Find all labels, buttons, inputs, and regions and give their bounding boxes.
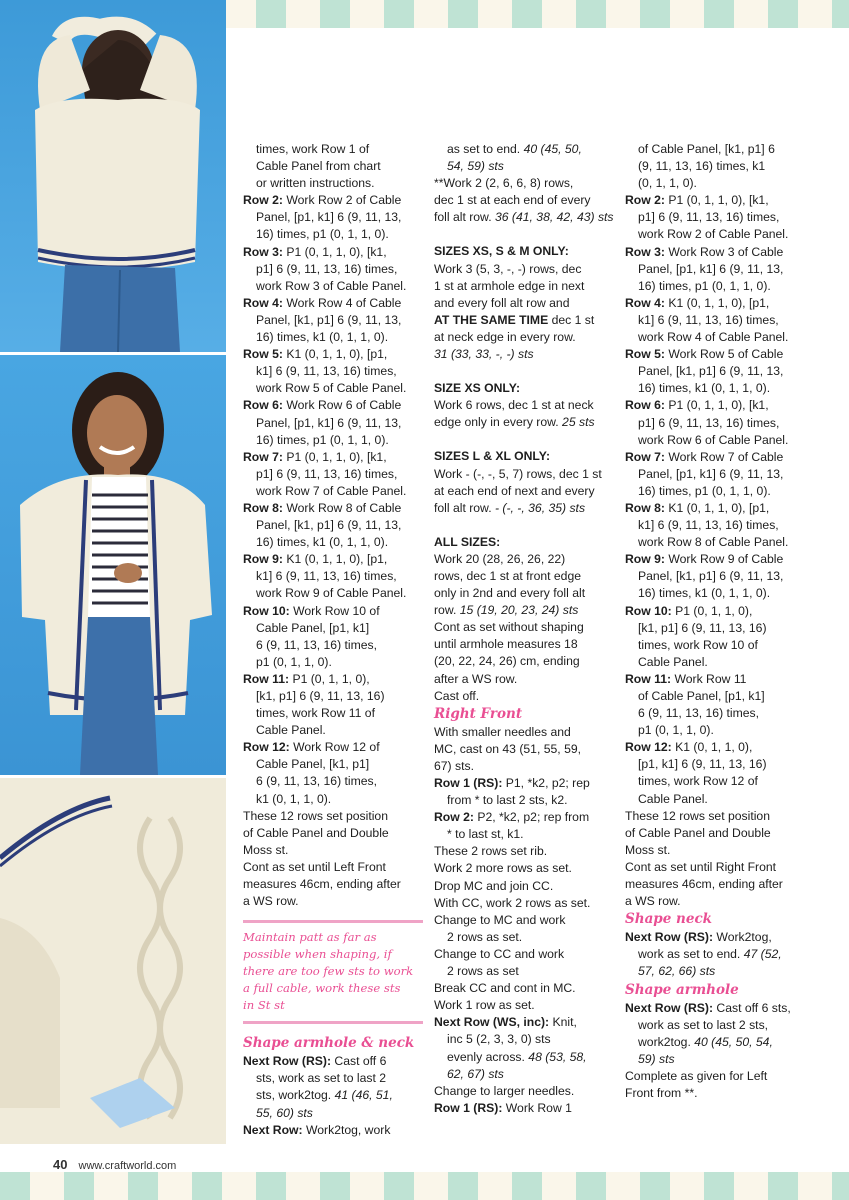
cable-detail-illustration [0,778,226,1144]
row-10: Row 10: Work Row 10 of [243,603,380,618]
text-line: foll alt row. - (-, -, 36, 35) sts [434,500,586,515]
text-line: until armhole measures 18 [434,637,578,652]
photo-back-view [0,0,226,352]
text-line: 62, 67) sts [447,1066,504,1081]
text-line: 6 (9, 11, 13, 16) times, [256,637,378,652]
row-11: Row 11: Work Row 11 [625,671,747,686]
text-line: of Cable Panel and Double [625,825,771,840]
text-line: work Row 8 of Cable Panel. [638,535,789,550]
text-line: Cable Panel. [638,791,708,806]
heading-shape-armhole-neck: Shape armhole & neck [243,1035,415,1052]
next-row-rs: Next Row (RS): Cast off 6 [243,1054,387,1069]
row-7: Row 7: Work Row 7 of Cable [625,449,784,464]
heading-sizes-l-xl: SIZES L & XL ONLY: [434,449,551,464]
row-5: Row 5: K1 (0, 1, 1, 0), [p1, [243,347,388,362]
text-line: Panel, [k1, p1] 6 (9, 11, 13, [638,569,784,584]
text-line: after a WS row. [434,671,518,686]
text-line: sts, work as set to last 2 [256,1071,387,1086]
text-line: only in 2nd and every foll alt [434,586,586,601]
text-line: p1] 6 (9, 11, 13, 16) times, [638,210,780,225]
text-line: Change to larger needles. [434,1083,575,1098]
text-line: work Row 6 of Cable Panel. [638,432,789,447]
text-line: p1] 6 (9, 11, 13, 16) times, [256,466,398,481]
text-line: rows, dec 1 st at front edge [434,568,582,583]
heading-shape-neck: Shape neck [625,911,713,928]
text-line: dec 1 st at each end of every [434,193,591,208]
row-10: Row 10: P1 (0, 1, 1, 0), [625,603,753,618]
text-line: Change to CC and work [434,946,565,961]
tip-box: Maintain patt as far as possible when shaping, if there are too few sts to work a full cable, work these sts in St st [243,920,423,1024]
text-line: 6 (9, 11, 13, 16) times, [256,774,378,789]
text-line: AT THE SAME TIME dec 1 st [434,312,595,327]
text-line: work Row 3 of Cable Panel. [256,278,407,293]
text-line: a WS row. [243,894,299,909]
text-line: Moss st. [625,842,671,857]
text-line: from * to last 2 sts, k2. [447,793,568,808]
text-line: (9, 11, 13, 16) times, k1 [638,159,766,174]
row-4: Row 4: K1 (0, 1, 1, 0), [p1, [625,295,770,310]
page-footer [53,1157,176,1172]
text-line: 59) sts [638,1051,675,1066]
text-line: Panel, [k1, p1] 6 (9, 11, 13, [256,312,402,327]
text-line: 16) times, k1 (0, 1, 1, 0). [638,381,771,396]
text-line: Work 2 more rows as set. [434,861,572,876]
text-line: Work 6 rows, dec 1 st at neck [434,398,594,413]
text-line: times, work Row 10 of [638,637,758,652]
row-8: Row 8: K1 (0, 1, 1, 0), [p1, [625,500,770,515]
model-front-illustration [0,355,226,775]
heading-all-sizes: ALL SIZES: [434,534,501,549]
text-line: foll alt row. 36 (41, 38, 42, 43) sts [434,210,614,225]
text-line: [k1, p1] 6 (9, 11, 13, 16) [638,620,767,635]
row-1-rs: Row 1 (RS): P1, *k2, p2; rep [434,776,590,790]
text-line: Drop MC and join CC. [434,878,554,893]
text-line: Change to MC and work [434,912,566,927]
row-6: Row 6: Work Row 6 of Cable [243,398,402,413]
text-line: With smaller needles and [434,724,571,739]
page-number: 40 [53,1157,68,1172]
text-line: p1] 6 (9, 11, 13, 16) times, [256,261,398,276]
text-line: 16) times, k1 (0, 1, 1, 0). [638,586,771,601]
text-line: evenly across. 48 (53, 58, [447,1049,587,1064]
row-11: Row 11: P1 (0, 1, 1, 0), [243,671,370,686]
text-line: times, work Row 12 of [638,774,758,789]
text-line: 16) times, k1 (0, 1, 1, 0). [256,330,389,345]
text-line: work as set to end. 47 (52, [638,947,782,962]
text-line: These 2 rows set rib. [434,844,548,859]
photo-cable-detail [0,778,226,1144]
row-9: Row 9: K1 (0, 1, 1, 0), [p1, [243,552,388,567]
text-line: [p1, k1] 6 (9, 11, 13, 16) [638,757,767,772]
text-line: p1 (0, 1, 1, 0). [638,723,714,738]
text-line: or written instructions. [256,176,375,191]
instructions-column-3 [625,141,805,1102]
text-line: Work 1 row as set. [434,998,535,1013]
text-line: 1 st at armhole edge in next [434,278,585,293]
text-line: 31 (33, 33, -, -) sts [434,347,534,362]
text-line: Cont as set without shaping [434,620,584,635]
text-line: k1] 6 (9, 11, 13, 16) times, [638,518,779,533]
text-line: k1 (0, 1, 1, 0). [256,791,332,806]
text-line: Moss st. [243,842,289,857]
row-2: Row 2: P2, *k2, p2; rep from [434,810,590,825]
text-line: work as set to last 2 sts, [638,1017,769,1032]
text-line: Work 20 (28, 26, 26, 22) [434,551,566,566]
text-line: as set to end. 40 (45, 50, [447,142,582,156]
row-4: Row 4: Work Row 4 of Cable [243,295,402,310]
row-1-rs: Row 1 (RS): Work Row 1 [434,1100,572,1115]
text-line: edge only in every row. 25 sts [434,415,595,430]
text-line: sts, work2tog. 41 (46, 51, [256,1088,393,1103]
website-link[interactable]: www.craftworld.com [78,1160,177,1172]
heading-sizes-xs-s-m: SIZES XS, S & M ONLY: [434,244,569,259]
heading-right-front: Right Front [434,705,523,722]
row-2: Row 2: P1 (0, 1, 1, 0), [k1, [625,193,769,208]
text-line: 16) times, p1 (0, 1, 1, 0). [256,227,389,242]
instructions-column-2 [434,141,616,1117]
text-line: 54, 59) sts [447,159,504,174]
row-3: Row 3: Work Row 3 of Cable [625,244,784,259]
text-line: Work 3 (5, 3, -, -) rows, dec [434,261,582,276]
text-line: * to last st, k1. [447,827,524,842]
text-line: k1] 6 (9, 11, 13, 16) times, [256,364,397,379]
text-line: work Row 5 of Cable Panel. [256,381,407,396]
text-line: work Row 9 of Cable Panel. [256,586,407,601]
text-line: p1 (0, 1, 1, 0). [256,654,332,669]
text-line: (20, 22, 24, 26) cm, ending [434,654,580,669]
text-line: inc 5 (2, 3, 3, 0) sts [447,1032,551,1047]
text-line: Complete as given for Left [625,1068,768,1083]
text-line: a WS row. [625,894,681,909]
text-line: measures 46cm, ending after [243,877,401,892]
text-line: 55, 60) sts [256,1105,313,1120]
text-line: These 12 rows set position [243,808,388,823]
row-2: Row 2: Work Row 2 of Cable [243,193,402,208]
text-line: These 12 rows set position [625,808,770,823]
text-line: at neck edge in every row. [434,329,576,344]
text-line: 16) times, p1 (0, 1, 1, 0). [638,278,771,293]
text-line: 57, 62, 66) sts [638,964,716,979]
text-line: Break CC and cont in MC. [434,981,576,996]
text-line: With CC, work 2 rows as set. [434,895,591,910]
text-line: work2tog. 40 (45, 50, 54, [638,1034,773,1049]
text-line: Work - (-, -, 5, 7) rows, dec 1 st [434,466,602,481]
bottom-stripe-border [0,1172,849,1200]
text-line: Cast off. [434,688,480,703]
text-line: Panel, [p1, k1] 6 (9, 11, 13, [638,261,784,276]
text-line: Panel, [p1, k1] 6 (9, 11, 13, [256,210,402,225]
text-line: Cable Panel, [p1, k1] [256,620,370,635]
text-line: 6 (9, 11, 13, 16) times, [638,706,760,721]
text-line: Cable Panel from chart [256,159,381,174]
instructions-column-1 [243,141,423,1139]
text-line: MC, cast on 43 (51, 55, 59, [434,741,582,756]
text-line: times, work Row 1 of [256,142,370,156]
text-line: k1] 6 (9, 11, 13, 16) times, [256,569,397,584]
text-line: Front from **. [625,1085,698,1100]
text-line: 16) times, p1 (0, 1, 1, 0). [638,483,771,498]
text-line: Cable Panel. [256,723,326,738]
text-line: 2 rows as set [447,964,519,979]
text-line: Cont as set until Left Front [243,859,386,874]
text-line: and every foll alt row and [434,295,570,310]
row-12: Row 12: K1 (0, 1, 1, 0), [625,740,753,755]
text-line: Panel, [p1, k1] 6 (9, 11, 13, [256,415,402,430]
text-line: work Row 2 of Cable Panel. [638,227,789,242]
text-line: 67) sts. [434,758,474,773]
next-row-ws-inc: Next Row (WS, inc): Knit, [434,1015,577,1030]
text-line: Panel, [k1, p1] 6 (9, 11, 13, [638,364,784,379]
text-line: work Row 7 of Cable Panel. [256,483,407,498]
text-line: k1] 6 (9, 11, 13, 16) times, [638,312,779,327]
next-row-rs: Next Row (RS): Work2tog, [625,930,772,945]
photo-front-view [0,355,226,775]
text-line: **Work 2 (2, 6, 6, 8) rows, [434,176,574,191]
row-6: Row 6: P1 (0, 1, 1, 0), [k1, [625,398,769,413]
text-line: Panel, [p1, k1] 6 (9, 11, 13, [638,466,784,481]
text-line: (0, 1, 1, 0). [638,176,697,191]
text-line: of Cable Panel and Double [243,825,389,840]
row-12: Row 12: Work Row 12 of [243,740,380,755]
text-line: of Cable Panel, [p1, k1] [638,689,765,703]
text-line: Cable Panel. [638,654,708,669]
text-line: p1] 6 (9, 11, 13, 16) times, [638,415,780,430]
text-line: 16) times, k1 (0, 1, 1, 0). [256,535,389,550]
text-line: of Cable Panel, [k1, p1] 6 [638,142,775,156]
text-line: 16) times, p1 (0, 1, 1, 0). [256,432,389,447]
row-3: Row 3: P1 (0, 1, 1, 0), [k1, [243,244,387,259]
text-line: [k1, p1] 6 (9, 11, 13, 16) [256,689,385,703]
text-line: work Row 4 of Cable Panel. [638,330,789,345]
text-line: Cont as set until Right Front [625,859,777,874]
text-line: Panel, [k1, p1] 6 (9, 11, 13, [256,518,402,533]
next-row-rs: Next Row (RS): Cast off 6 sts, [625,1000,791,1015]
next-row: Next Row: Work2tog, work [243,1122,391,1137]
text-line: row. 15 (19, 20, 23, 24) sts [434,603,579,618]
text-line: 2 rows as set. [447,929,523,944]
text-line: Cable Panel, [k1, p1] [256,757,370,772]
row-5: Row 5: Work Row 5 of Cable [625,347,784,362]
text-line: times, work Row 11 of [256,706,375,721]
text-line: at each end of next and every [434,483,595,498]
text-line: measures 46cm, ending after [625,877,783,892]
heading-size-xs: SIZE XS ONLY: [434,381,521,396]
row-9: Row 9: Work Row 9 of Cable [625,552,784,567]
model-back-illustration [0,0,226,352]
row-8: Row 8: Work Row 8 of Cable [243,500,402,515]
row-7: Row 7: P1 (0, 1, 1, 0), [k1, [243,449,387,464]
heading-shape-armhole: Shape armhole [625,981,739,998]
